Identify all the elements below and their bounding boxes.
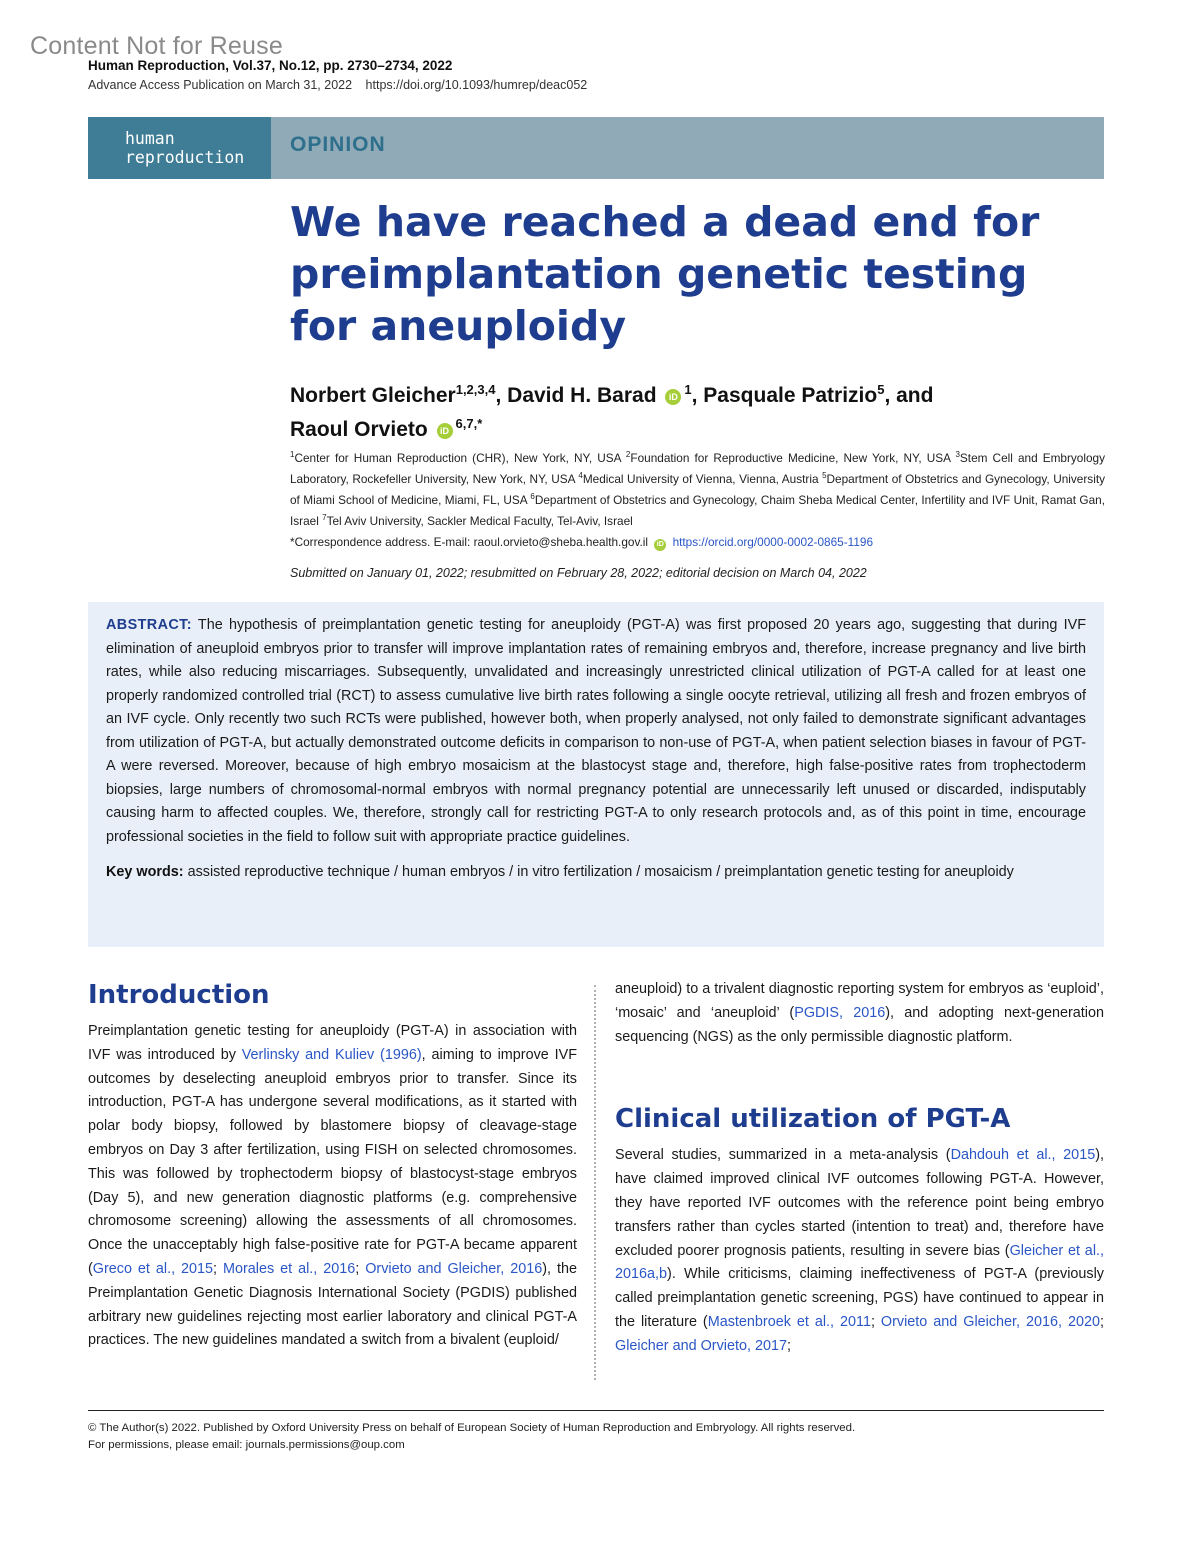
author-name: Raoul Orvieto bbox=[290, 418, 428, 441]
right-column bbox=[615, 978, 1104, 1359]
citation-link[interactable]: Orvieto and Gleicher, 2016, 2020 bbox=[880, 1313, 1100, 1330]
affiliation: Department of Obstetrics and Gynecology, Chaim Sheba Medical Center, Infertility and IVF Unit, Ramat Gan, Israel bbox=[290, 492, 1105, 528]
author-affil-sup: 6,7,* bbox=[455, 416, 483, 431]
correspondence bbox=[290, 535, 1105, 551]
article-title: We have reached a dead end for preimplantation genetic testing for aneuploidy bbox=[290, 198, 1040, 350]
author-affil-sup: 1,2,3,4 bbox=[455, 382, 496, 397]
access-line bbox=[88, 78, 587, 92]
affiliation: Tel Aviv University, Sackler Medical Faculty, Tel-Aviv, Israel bbox=[326, 513, 633, 528]
keywords-list: assisted reproductive technique / human embryos / in vitro fertilization / mosaicism / preimplantation genetic testing for aneuploidy bbox=[187, 864, 1014, 880]
abstract-label: ABSTRACT: bbox=[106, 617, 192, 633]
footer bbox=[88, 1420, 855, 1454]
citation-link[interactable]: Verlinsky and Kuliev (1996) bbox=[241, 1046, 422, 1063]
abstract-box bbox=[88, 602, 1104, 947]
author-name: David H. Barad bbox=[507, 384, 657, 407]
affiliation: Foundation for Reproductive Medicine, New York, NY, USA bbox=[630, 450, 951, 465]
citation-link[interactable]: Gleicher et al., 2016a,b bbox=[615, 1242, 1105, 1283]
logo-line-2: reproduction bbox=[125, 148, 245, 167]
abstract-body: The hypothesis of preimplantation genetic testing for aneuploidy (PGT-A) was first proposed 20 years ago, suggesting that during IVF elimination of aneuploid embryos prior to transfer will improve implantation rates of remaining embryos and, therefore, increase pregnancy and live birth rates, while also reducing miscarriages. Subsequently, unvalidated and increasingly unrestricted clinical utilization of PGT-A called for at least one properly randomized controlled trial (RCT) to assess cumulative live birth rates following a single oocyte retrieval, utilizing all fresh and frozen embryos of an IVF cycle. Only recently two such RCTs were published, however both, when properly analysed, not only failed to demonstrate significant advantages from utilization of PGT-A, but actually demonstrated outcome deficits in comparison to non-use of PGT-A, when patient selection biases in favour of PGT-A were reversed. Moreover, because of high embryo mosaicism at the blastocyst stage and, therefore, high false-positive rates from trophectoderm biopsies, large numbers of chromosomal-normal embryos with normal pregnancy potential are unnecessarily left unused or discarded, indisputably causing harm to affected couples. We, therefore, strongly call for restricting PGT-A to only research protocols and, as of this point in time, encourage professional societies in the field to follow suit with appropriate practice guidelines. bbox=[106, 617, 1086, 845]
orcid-icon[interactable]: iD bbox=[437, 423, 453, 439]
citation-link[interactable]: Mastenbroek et al., 2011 bbox=[707, 1313, 871, 1330]
submission-dates: Submitted on January 01, 2022; resubmitted on February 28, 2022; editorial decision on March 04, 2022 bbox=[290, 566, 867, 580]
permissions-line: For permissions, please email: journals.permissions@oup.com bbox=[88, 1439, 405, 1451]
clinical-paragraph: Several studies, summarized in a meta-analysis (Dahdouh et al., 2015), have claimed improved clinical IVF outcomes following PGT-A. However, they have reported IVF outcomes with the reference point being embryo transfers rather than cycles started (intention to treat) and, therefore have excluded poorer prognosis patients, resulting in severe bias (Gleicher et al., 2016a,b). While criticisms, claiming ineffectiveness of PGT-A (previously called preimplantation genetic screening, PGS) have continued to appear in the literature (Mastenbroek et al., 2011; Orvieto and Gleicher, 2016, 2020; Gleicher and Orvieto, 2017; bbox=[615, 1147, 1105, 1354]
abstract-text bbox=[106, 614, 1086, 849]
copyright-line: © The Author(s) 2022. Published by Oxford University Press on behalf of European Society of Human Reproduction and Embryology. All rights reserved. bbox=[88, 1422, 856, 1434]
citation-link[interactable]: Gleicher and Orvieto, 2017 bbox=[615, 1337, 787, 1354]
author-affil-sup: 1 bbox=[684, 382, 692, 397]
citation-link[interactable]: Dahdouh et al., 2015 bbox=[950, 1147, 1096, 1164]
author-affil-sup: 5 bbox=[877, 382, 885, 397]
logo-line-1: human bbox=[125, 129, 175, 148]
affiliations: $^1$Center for Human Reproduction (CHR), New York, NY, USA $^2$Foundation for Reproductive Medicine, New York, NY, USA $^3$Stem Cell and Embryology Laboratory, Rockefeller University, New York, NY, USA $^4$Medical University of Vienna, Vienna, Austria $^5$Department of Obstetrics and Gynecology, University of Miami School of Medicine, Miami, FL, USA $^6$Department of Obstetrics and Gynecology, Chaim Sheba Medical Center, Infertility and IVF Unit, Ramat Gan, Israel $^7$Tel Aviv University, Sackler Medical Faculty, Tel-Aviv, Israel bbox=[290, 450, 1106, 528]
affiliation: Stem Cell and Embryology Laboratory, Rockefeller University, New York, NY, USA bbox=[290, 450, 1106, 486]
affiliation: Medical University of Vienna, Vienna, Austria bbox=[582, 471, 819, 486]
section-heading-introduction: Introduction bbox=[88, 980, 270, 1010]
column-divider bbox=[594, 985, 596, 1380]
affiliation: Department of Obstetrics and Gynecology, University of Miami School of Medicine, Miami, FL, USA bbox=[290, 471, 1105, 507]
introduction-paragraph: Preimplantation genetic testing for aneuploidy (PGT-A) in association with IVF was introduced by Verlinsky and Kuliev (1996), aiming to improve IVF outcomes by deselecting aneuploid embryos prior to transfer. Since its introduction, PGT-A has undergone several modifications, as it started with polar body biopsy, followed by blastomere biopsy of cleavage-stage embryos on Day 3 after fertilization, using FISH on selected chromosomes. This was followed by trophectoderm biopsy of blastocyst-stage embryos (Day 5), and new generation diagnostic platforms (e.g. comprehensive chromosome screening) allowing the assessments of all chromosomes. Once the unacceptably high false-positive rate for PGT-A became apparent (Greco et al., 2015; Morales et al., 2016; Orvieto and Gleicher, 2016), the Preimplantation Genetic Diagnosis International Society (PGDIS) published arbitrary new guidelines rejecting most earlier laboratory and clinical PGT-A practices. The new guidelines mandated a switch from a bivalent (euploid/ bbox=[88, 1023, 577, 1349]
citation-link[interactable]: PGDIS, 2016 bbox=[794, 1004, 886, 1021]
continued-paragraph: aneuploid) to a trivalent diagnostic reporting system for embryos as ‘euploid’, ‘mosaic’ and ‘aneuploid’ (PGDIS, 2016), and adopting next-generation sequencing (NGS) as the only permissible diagnostic platform. bbox=[615, 981, 1104, 1045]
keywords-label: Key words: bbox=[106, 864, 184, 880]
citation-link[interactable]: Morales et al., 2016 bbox=[223, 1260, 356, 1277]
publication-date: Advance Access Publication on March 31, 2022 bbox=[88, 78, 353, 92]
section-label: OPINION bbox=[290, 133, 386, 156]
orcid-icon[interactable]: iD bbox=[665, 389, 681, 405]
author-name: Pasquale Patrizio bbox=[703, 384, 878, 407]
section-heading-clinical-utilization: Clinical utilization of PGT-A bbox=[615, 1104, 1011, 1135]
citation-link[interactable]: Orvieto and Gleicher, 2016 bbox=[365, 1260, 543, 1277]
keywords bbox=[106, 861, 1086, 885]
doi-link[interactable]: https://doi.org/10.1093/humrep/deac052 bbox=[365, 78, 588, 92]
author-list: Norbert Gleicher$^{1,2,3,4}$, David H. Barad iD $^1$, Pasquale Patrizio$^5$, and Raoul Orvieto iD $^{6,7,*}$ bbox=[290, 382, 934, 441]
correspondence-email: *Correspondence address. E-mail: raoul.orvieto@sheba.health.gov.il bbox=[290, 535, 648, 549]
journal-banner bbox=[88, 117, 1104, 179]
journal-logo bbox=[88, 117, 271, 179]
orcid-icon: iD bbox=[654, 539, 666, 551]
footer-divider bbox=[88, 1410, 1104, 1411]
watermark: Content Not for Reuse bbox=[30, 32, 283, 60]
left-column bbox=[88, 978, 577, 1353]
orcid-link[interactable]: https://orcid.org/0000-0002-0865-1196 bbox=[672, 535, 874, 549]
journal-citation: Human Reproduction, Vol.37, No.12, pp. 2730–2734, 2022 bbox=[88, 58, 453, 73]
citation-link[interactable]: Greco et al., 2015 bbox=[92, 1260, 214, 1277]
affiliation: Center for Human Reproduction (CHR), New York, NY, USA bbox=[294, 450, 621, 465]
author-name: Norbert Gleicher bbox=[290, 384, 456, 407]
